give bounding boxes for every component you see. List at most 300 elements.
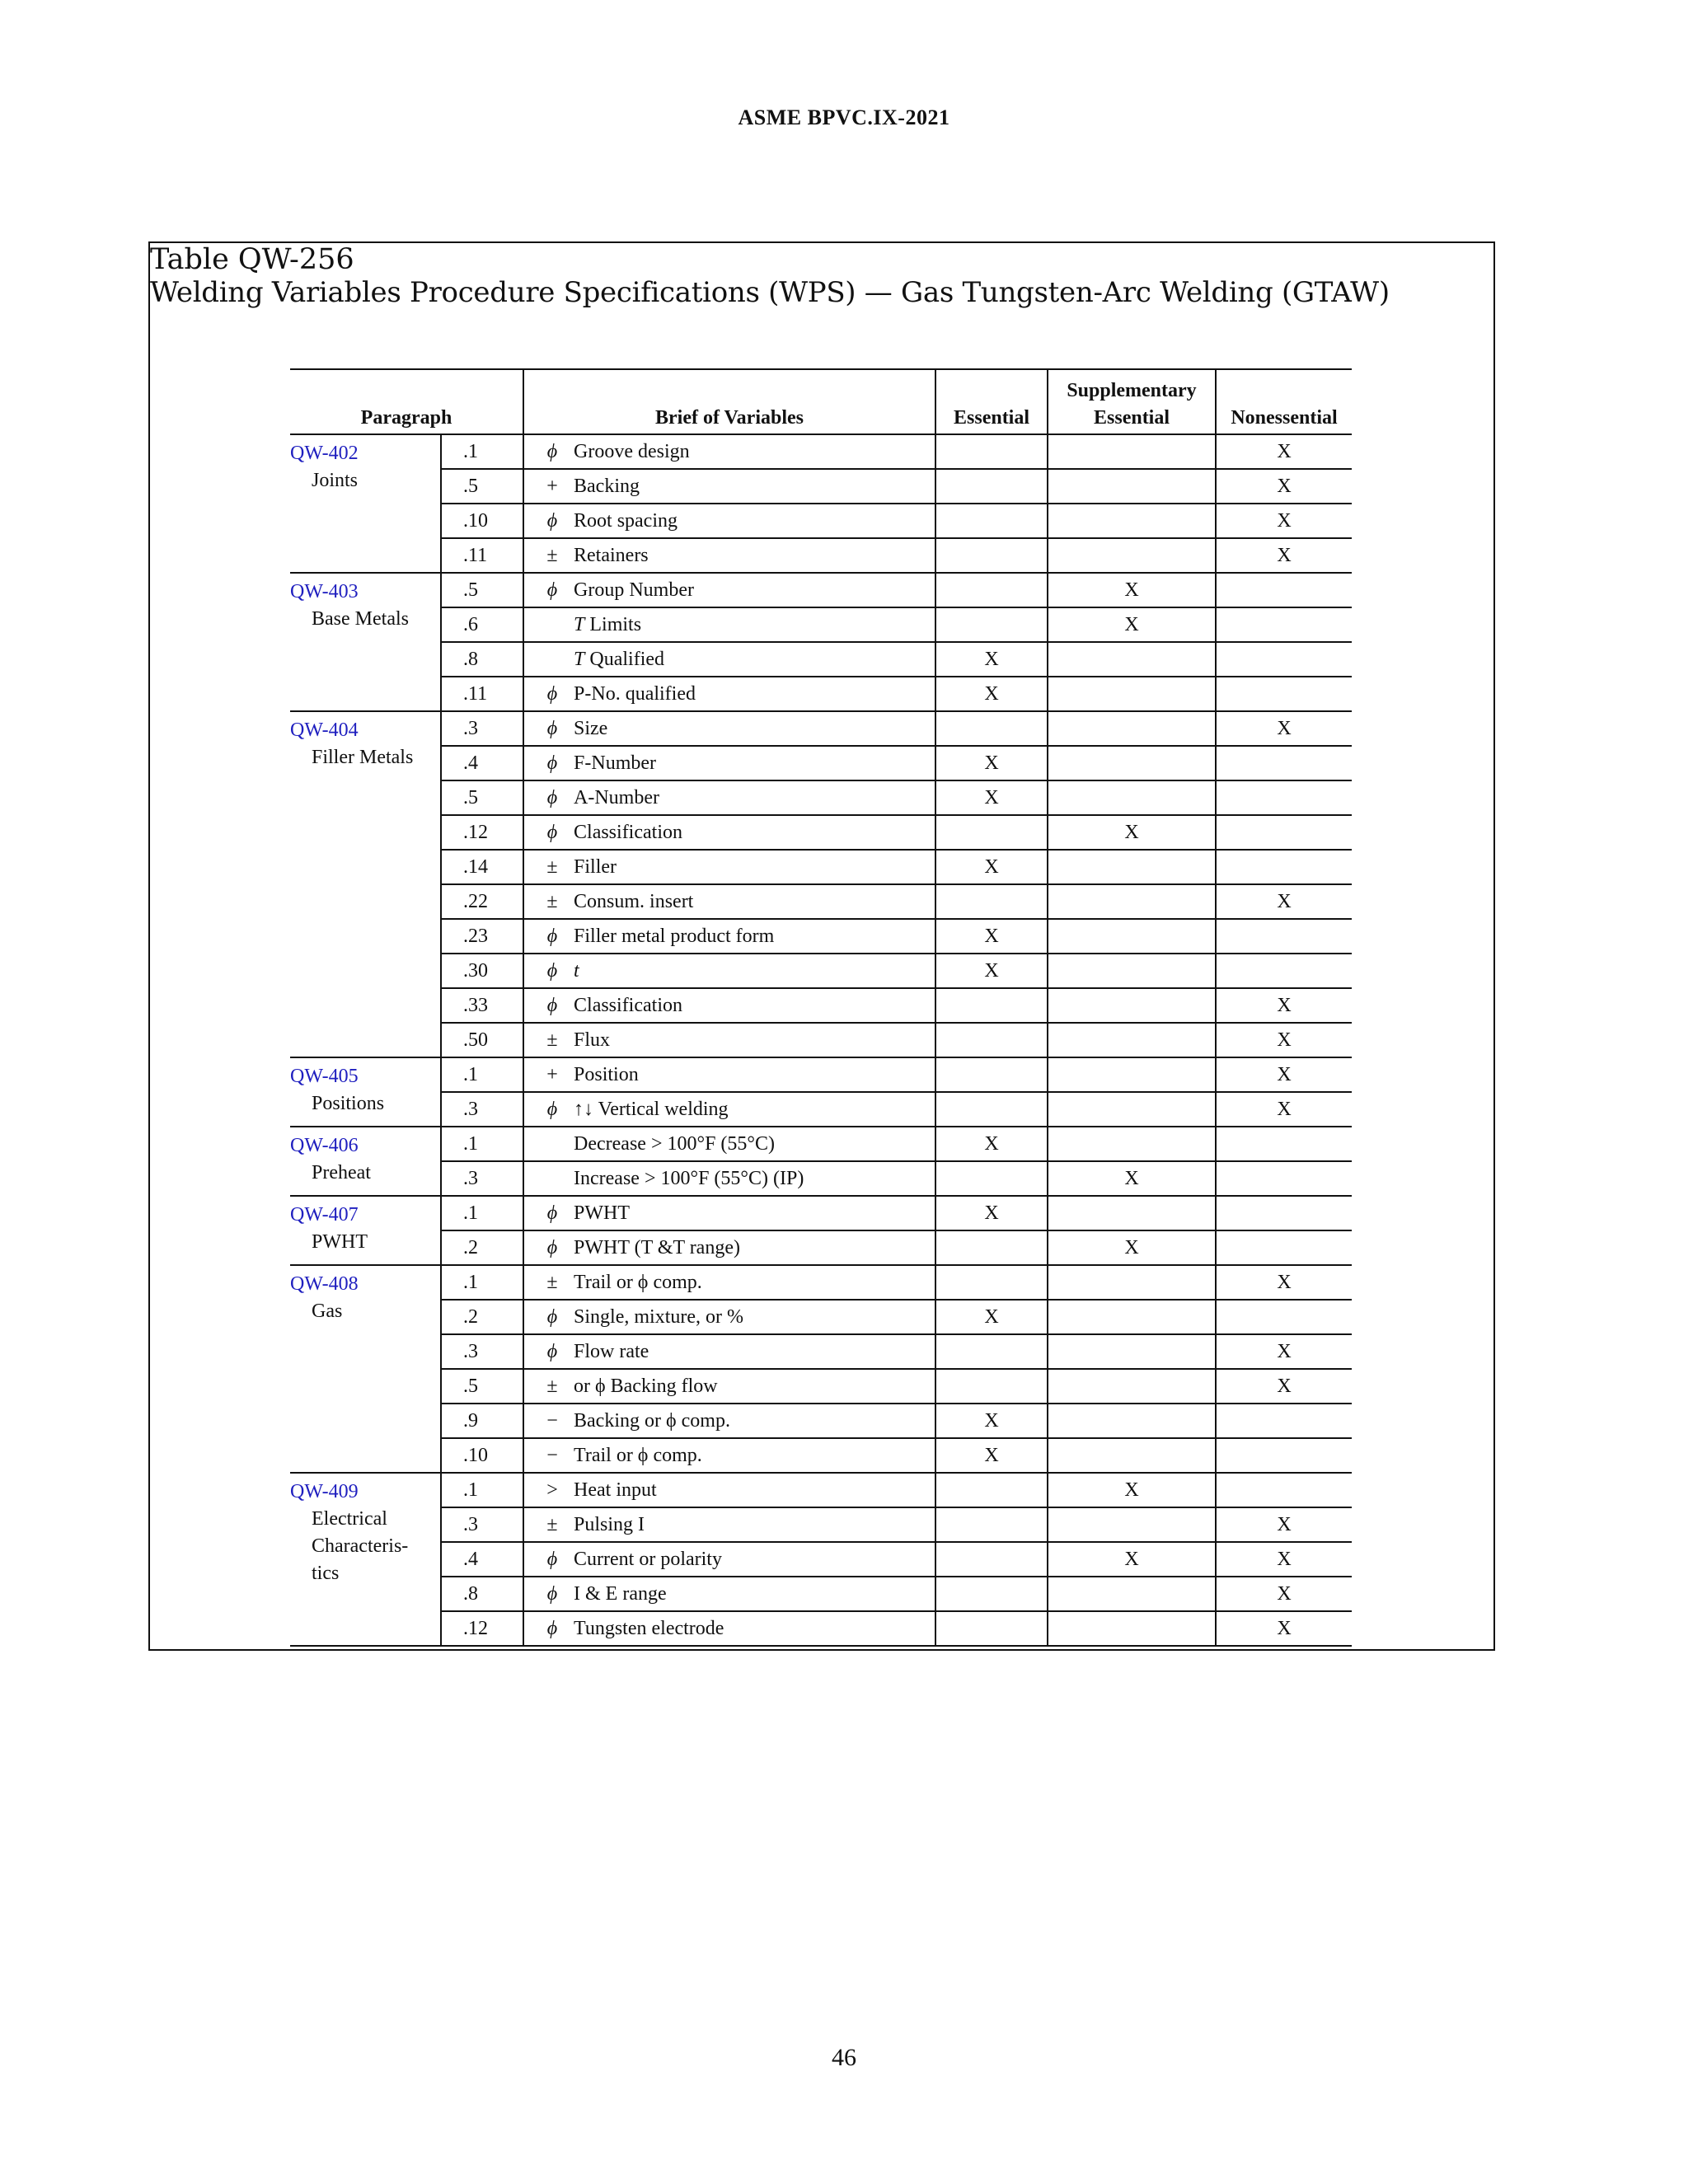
essential-mark: [935, 434, 1048, 469]
header-supplementary-line2: Essential: [1094, 407, 1170, 429]
change-symbol-icon: ϕ: [546, 1098, 558, 1120]
essential-mark: [935, 1542, 1048, 1577]
supplementary-mark: [1048, 1300, 1216, 1334]
variable-text: Heat input: [574, 1479, 657, 1501]
variable-description: [523, 1265, 935, 1300]
change-symbol-icon: ϕ: [546, 1617, 558, 1639]
variable-text: Limits: [584, 613, 642, 635]
variable-text: Current or polarity: [574, 1548, 722, 1570]
variable-number: .5: [441, 469, 523, 504]
header-brief-of-variables: Brief of Variables: [523, 369, 935, 434]
table-row: [290, 677, 1352, 711]
paragraph-group-cell: [290, 1127, 441, 1196]
essential-mark: X: [935, 1300, 1048, 1334]
variable-description: [523, 1127, 935, 1161]
variable-description: [523, 780, 935, 815]
nonessential-mark: [1216, 642, 1352, 677]
paragraph-group-cell: [290, 1265, 441, 1473]
change-symbol-icon: +: [546, 1063, 558, 1085]
supplementary-mark: X: [1048, 1230, 1216, 1265]
supplementary-mark: [1048, 1334, 1216, 1369]
nonessential-mark: X: [1216, 1369, 1352, 1404]
paragraph-name: Positions: [312, 1093, 385, 1114]
change-symbol-icon: ϕ: [546, 1582, 558, 1605]
nonessential-mark: X: [1216, 711, 1352, 746]
variable-number: .3: [441, 1334, 523, 1369]
essential-mark: [935, 1092, 1048, 1127]
essential-mark: X: [935, 1196, 1048, 1230]
variable-text: Root spacing: [574, 509, 678, 532]
variable-number: .11: [441, 677, 523, 711]
supplementary-mark: [1048, 469, 1216, 504]
supplementary-mark: [1048, 988, 1216, 1023]
variable-number: .33: [441, 988, 523, 1023]
paragraph-code-link[interactable]: QW-406: [290, 1135, 359, 1156]
supplementary-mark: X: [1048, 573, 1216, 607]
supplementary-mark: [1048, 1057, 1216, 1092]
supplementary-mark: [1048, 711, 1216, 746]
paragraph-group-cell: [290, 434, 441, 573]
essential-mark: [935, 815, 1048, 850]
variable-text: Retainers: [574, 544, 649, 566]
table-row: [290, 1404, 1352, 1438]
variable-italic-term: t: [574, 959, 579, 982]
variable-description: [523, 642, 935, 677]
supplementary-mark: [1048, 677, 1216, 711]
change-symbol-icon: ±: [546, 1375, 558, 1397]
change-symbol-icon: ±: [546, 1513, 558, 1535]
variable-description: [523, 1404, 935, 1438]
variable-description: [523, 504, 935, 538]
change-symbol-icon: ϕ: [546, 959, 558, 982]
variable-description: [523, 1300, 935, 1334]
variable-description: [523, 538, 935, 573]
variable-text: ↑↓ Vertical welding: [574, 1098, 729, 1120]
variable-number: .1: [441, 1265, 523, 1300]
variable-text: I & E range: [574, 1582, 667, 1605]
nonessential-mark: X: [1216, 1611, 1352, 1646]
nonessential-mark: X: [1216, 1577, 1352, 1611]
table-row: [290, 1230, 1352, 1265]
variable-description: [523, 434, 935, 469]
variable-number: .5: [441, 780, 523, 815]
variable-number: .2: [441, 1300, 523, 1334]
table-row: [290, 780, 1352, 815]
supplementary-mark: [1048, 1438, 1216, 1473]
nonessential-mark: [1216, 1230, 1352, 1265]
variable-text: A-Number: [574, 786, 659, 808]
variable-description: [523, 884, 935, 919]
table-row: [290, 1023, 1352, 1057]
variable-description: [523, 1438, 935, 1473]
variable-text: Backing or ϕ comp.: [574, 1409, 730, 1432]
variable-description: [523, 1611, 935, 1646]
essential-mark: [935, 1265, 1048, 1300]
change-symbol-icon: −: [546, 1409, 558, 1432]
essential-mark: X: [935, 954, 1048, 988]
variable-description: [523, 1577, 935, 1611]
paragraph-name: Joints: [312, 470, 359, 491]
table-row: [290, 538, 1352, 573]
nonessential-mark: X: [1216, 1334, 1352, 1369]
essential-mark: X: [935, 1127, 1048, 1161]
supplementary-mark: [1048, 850, 1216, 884]
variable-text: PWHT (T &T range): [574, 1236, 740, 1258]
nonessential-mark: [1216, 1161, 1352, 1196]
variable-description: [523, 607, 935, 642]
supplementary-mark: [1048, 954, 1216, 988]
variable-text: Increase > 100°F (55°C) (IP): [574, 1167, 804, 1189]
table-row: [290, 1092, 1352, 1127]
nonessential-mark: [1216, 1404, 1352, 1438]
change-symbol-icon: ϕ: [546, 1340, 558, 1362]
variable-description: [523, 1473, 935, 1507]
supplementary-mark: [1048, 746, 1216, 780]
supplementary-mark: [1048, 1611, 1216, 1646]
variable-text: Size: [574, 717, 608, 739]
table-row: [290, 1542, 1352, 1577]
table-row: [290, 954, 1352, 988]
nonessential-mark: [1216, 954, 1352, 988]
paragraph-group-cell: [290, 1473, 441, 1646]
variable-text: Trail or ϕ comp.: [574, 1444, 702, 1466]
page-number: 46: [832, 2044, 856, 2071]
table-row: [290, 1300, 1352, 1334]
nonessential-mark: [1216, 746, 1352, 780]
table-row: [290, 1161, 1352, 1196]
essential-mark: [935, 1161, 1048, 1196]
nonessential-mark: [1216, 850, 1352, 884]
variable-number: .8: [441, 1577, 523, 1611]
table-row: [290, 1265, 1352, 1300]
table-row: [290, 1334, 1352, 1369]
table-row: [290, 642, 1352, 677]
variable-description: [523, 988, 935, 1023]
supplementary-mark: [1048, 1577, 1216, 1611]
variable-text: Trail or ϕ comp.: [574, 1271, 702, 1293]
paragraph-code-link[interactable]: QW-402: [290, 443, 359, 464]
variable-number: .10: [441, 1438, 523, 1473]
essential-mark: [935, 538, 1048, 573]
essential-mark: [935, 1230, 1048, 1265]
variable-text: PWHT: [574, 1202, 631, 1224]
essential-mark: [935, 1023, 1048, 1057]
table-row: [290, 607, 1352, 642]
variable-description: [523, 1092, 935, 1127]
variable-description: [523, 746, 935, 780]
variable-number: .3: [441, 711, 523, 746]
table-frame: [148, 241, 1495, 1651]
essential-mark: [935, 504, 1048, 538]
nonessential-mark: [1216, 677, 1352, 711]
variable-number: .1: [441, 1473, 523, 1507]
nonessential-mark: X: [1216, 538, 1352, 573]
table-row: [290, 1127, 1352, 1161]
nonessential-mark: [1216, 1300, 1352, 1334]
nonessential-mark: [1216, 1196, 1352, 1230]
supplementary-mark: X: [1048, 607, 1216, 642]
change-symbol-icon: >: [546, 1479, 558, 1501]
change-symbol-icon: ϕ: [546, 1236, 558, 1258]
supplementary-mark: [1048, 884, 1216, 919]
change-symbol-icon: ϕ: [546, 717, 558, 739]
header-essential: Essential: [935, 369, 1048, 434]
running-header: ASME BPVC.IX-2021: [738, 105, 950, 129]
nonessential-mark: [1216, 573, 1352, 607]
essential-mark: [935, 1611, 1048, 1646]
change-symbol-icon: ϕ: [546, 1548, 558, 1570]
variable-text: Classification: [574, 994, 682, 1016]
variable-text: Filler metal product form: [574, 925, 775, 947]
essential-mark: X: [935, 746, 1048, 780]
nonessential-mark: [1216, 607, 1352, 642]
supplementary-mark: [1048, 538, 1216, 573]
variable-description: [523, 1057, 935, 1092]
nonessential-mark: [1216, 780, 1352, 815]
table-row: [290, 919, 1352, 954]
variable-number: .1: [441, 1196, 523, 1230]
variable-description: [523, 1230, 935, 1265]
paragraph-group-cell: [290, 711, 441, 1057]
variable-number: .2: [441, 1230, 523, 1265]
variable-number: .6: [441, 607, 523, 642]
essential-mark: [935, 711, 1048, 746]
paragraph-code-link[interactable]: QW-407: [290, 1204, 359, 1226]
paragraph-name: tics: [312, 1563, 340, 1584]
variable-description: [523, 1542, 935, 1577]
table-row: [290, 1438, 1352, 1473]
supplementary-mark: [1048, 1196, 1216, 1230]
table-row: [290, 1473, 1352, 1507]
variable-text: P-No. qualified: [574, 682, 696, 705]
essential-mark: [935, 988, 1048, 1023]
variable-text: Flow rate: [574, 1340, 649, 1362]
variable-italic-term: T: [574, 648, 585, 670]
table-row: [290, 469, 1352, 504]
paragraph-name: Electrical: [312, 1508, 387, 1530]
change-symbol-icon: ϕ: [546, 682, 558, 705]
variable-description: [523, 1369, 935, 1404]
variable-number: .22: [441, 884, 523, 919]
nonessential-mark: X: [1216, 504, 1352, 538]
essential-mark: [935, 607, 1048, 642]
table-title: Welding Variables Procedure Specifications (WPS) — Gas Tungsten-Arc Welding (GTAW): [150, 276, 1390, 309]
table-row: [290, 1369, 1352, 1404]
essential-mark: [935, 1577, 1048, 1611]
variable-text: Qualified: [584, 648, 665, 670]
variable-description: [523, 954, 935, 988]
table-body: [290, 434, 1352, 1646]
supplementary-mark: X: [1048, 815, 1216, 850]
variable-text: Single, mixture, or %: [574, 1305, 743, 1328]
supplementary-mark: [1048, 504, 1216, 538]
paragraph-name: Filler Metals: [312, 747, 414, 768]
variable-italic-term: T: [574, 613, 585, 635]
paragraph-name: Gas: [312, 1301, 343, 1322]
nonessential-mark: X: [1216, 1057, 1352, 1092]
variable-number: .12: [441, 1611, 523, 1646]
supplementary-mark: [1048, 642, 1216, 677]
supplementary-mark: [1048, 1369, 1216, 1404]
variable-number: .1: [441, 434, 523, 469]
table-row: [290, 434, 1352, 469]
change-symbol-icon: ±: [546, 890, 558, 912]
supplementary-mark: [1048, 780, 1216, 815]
nonessential-mark: X: [1216, 1265, 1352, 1300]
variable-number: .3: [441, 1161, 523, 1196]
variable-text: Flux: [574, 1029, 611, 1051]
paragraph-name: Preheat: [312, 1162, 371, 1183]
change-symbol-icon: ϕ: [546, 752, 558, 774]
essential-mark: X: [935, 780, 1048, 815]
variable-number: .11: [441, 538, 523, 573]
change-symbol-icon: ±: [546, 1029, 558, 1051]
paragraph-group-cell: [290, 573, 441, 711]
essential-mark: [935, 1507, 1048, 1542]
paragraph-group-cell: [290, 1057, 441, 1127]
nonessential-mark: X: [1216, 1507, 1352, 1542]
variable-description: [523, 677, 935, 711]
supplementary-mark: X: [1048, 1542, 1216, 1577]
variable-number: .23: [441, 919, 523, 954]
variable-description: [523, 919, 935, 954]
table-row: [290, 1196, 1352, 1230]
header-nonessential: Nonessential: [1216, 369, 1352, 434]
essential-mark: X: [935, 677, 1048, 711]
variable-text: Consum. insert: [574, 890, 694, 912]
variable-number: .50: [441, 1023, 523, 1057]
nonessential-mark: X: [1216, 884, 1352, 919]
change-symbol-icon: −: [546, 1444, 558, 1466]
variable-number: .1: [441, 1127, 523, 1161]
variable-description: [523, 815, 935, 850]
table-row: [290, 746, 1352, 780]
change-symbol-icon: ±: [546, 855, 558, 878]
essential-mark: X: [935, 1404, 1048, 1438]
variable-description: [523, 1334, 935, 1369]
table-row: [290, 1577, 1352, 1611]
variable-text: Classification: [574, 821, 682, 843]
variable-number: .4: [441, 746, 523, 780]
nonessential-mark: X: [1216, 1542, 1352, 1577]
nonessential-mark: X: [1216, 1023, 1352, 1057]
nonessential-mark: X: [1216, 434, 1352, 469]
supplementary-mark: [1048, 1092, 1216, 1127]
supplementary-mark: [1048, 1265, 1216, 1300]
essential-mark: [935, 573, 1048, 607]
essential-mark: [935, 469, 1048, 504]
essential-mark: X: [935, 850, 1048, 884]
paragraph-name: Characteris-: [312, 1535, 409, 1557]
table-row: [290, 711, 1352, 746]
variable-text: or ϕ Backing flow: [574, 1375, 718, 1397]
table-row: [290, 850, 1352, 884]
paragraph-code-link[interactable]: QW-408: [290, 1273, 359, 1295]
variable-description: [523, 1507, 935, 1542]
variable-description: [523, 711, 935, 746]
variable-number: .30: [441, 954, 523, 988]
nonessential-mark: X: [1216, 988, 1352, 1023]
variable-text: Tungsten electrode: [574, 1617, 724, 1639]
variable-number: .14: [441, 850, 523, 884]
table-row: [290, 988, 1352, 1023]
table-row: [290, 1611, 1352, 1646]
variable-text: Groove design: [574, 440, 690, 462]
essential-mark: X: [935, 642, 1048, 677]
supplementary-mark: [1048, 434, 1216, 469]
variable-text: F-Number: [574, 752, 656, 774]
header-supplementary-essential: [1048, 369, 1216, 434]
essential-mark: X: [935, 1438, 1048, 1473]
header-supplementary-line1: Supplementary: [1067, 380, 1197, 401]
variable-number: .3: [441, 1092, 523, 1127]
paragraph-code-link[interactable]: QW-405: [290, 1066, 359, 1087]
nonessential-mark: [1216, 1473, 1352, 1507]
essential-mark: [935, 1473, 1048, 1507]
change-symbol-icon: ϕ: [546, 994, 558, 1016]
essential-mark: X: [935, 919, 1048, 954]
supplementary-mark: [1048, 1023, 1216, 1057]
header-row: [290, 369, 1352, 434]
variable-description: [523, 1196, 935, 1230]
change-symbol-icon: +: [546, 475, 558, 497]
variable-text: Pulsing I: [574, 1513, 645, 1535]
essential-mark: [935, 1057, 1048, 1092]
table-row: [290, 1057, 1352, 1092]
change-symbol-icon: ϕ: [546, 440, 558, 462]
table-number: Table QW-256: [150, 243, 354, 276]
variable-text: Group Number: [574, 579, 694, 601]
table-row: [290, 884, 1352, 919]
paragraph-name: PWHT: [312, 1231, 368, 1253]
table-row: [290, 504, 1352, 538]
variable-description: [523, 1023, 935, 1057]
variable-text: Backing: [574, 475, 640, 497]
variable-text: Decrease > 100°F (55°C): [574, 1132, 776, 1155]
supplementary-mark: [1048, 1404, 1216, 1438]
change-symbol-icon: ϕ: [546, 821, 558, 843]
supplementary-mark: X: [1048, 1473, 1216, 1507]
variable-number: .1: [441, 1057, 523, 1092]
variable-number: .5: [441, 573, 523, 607]
variable-number: .10: [441, 504, 523, 538]
paragraph-code-link[interactable]: QW-403: [290, 581, 359, 602]
change-symbol-icon: ϕ: [546, 579, 558, 601]
nonessential-mark: X: [1216, 469, 1352, 504]
variable-number: .12: [441, 815, 523, 850]
change-symbol-icon: ϕ: [546, 1305, 558, 1328]
welding-variables-table: [290, 368, 1352, 1647]
change-symbol-icon: ϕ: [546, 925, 558, 947]
header-paragraph: Paragraph: [290, 369, 523, 434]
change-symbol-icon: ϕ: [546, 786, 558, 808]
variable-number: .3: [441, 1507, 523, 1542]
variable-description: [523, 1161, 935, 1196]
variable-number: .5: [441, 1369, 523, 1404]
supplementary-mark: [1048, 919, 1216, 954]
variable-number: .4: [441, 1542, 523, 1577]
variable-number: .9: [441, 1404, 523, 1438]
essential-mark: [935, 1369, 1048, 1404]
essential-mark: [935, 884, 1048, 919]
paragraph-code-link[interactable]: QW-404: [290, 719, 359, 741]
table-row: [290, 815, 1352, 850]
variable-number: .8: [441, 642, 523, 677]
paragraph-code-link[interactable]: QW-409: [290, 1481, 359, 1502]
table-row: [290, 573, 1352, 607]
essential-mark: [935, 1334, 1048, 1369]
change-symbol-icon: ±: [546, 1271, 558, 1293]
